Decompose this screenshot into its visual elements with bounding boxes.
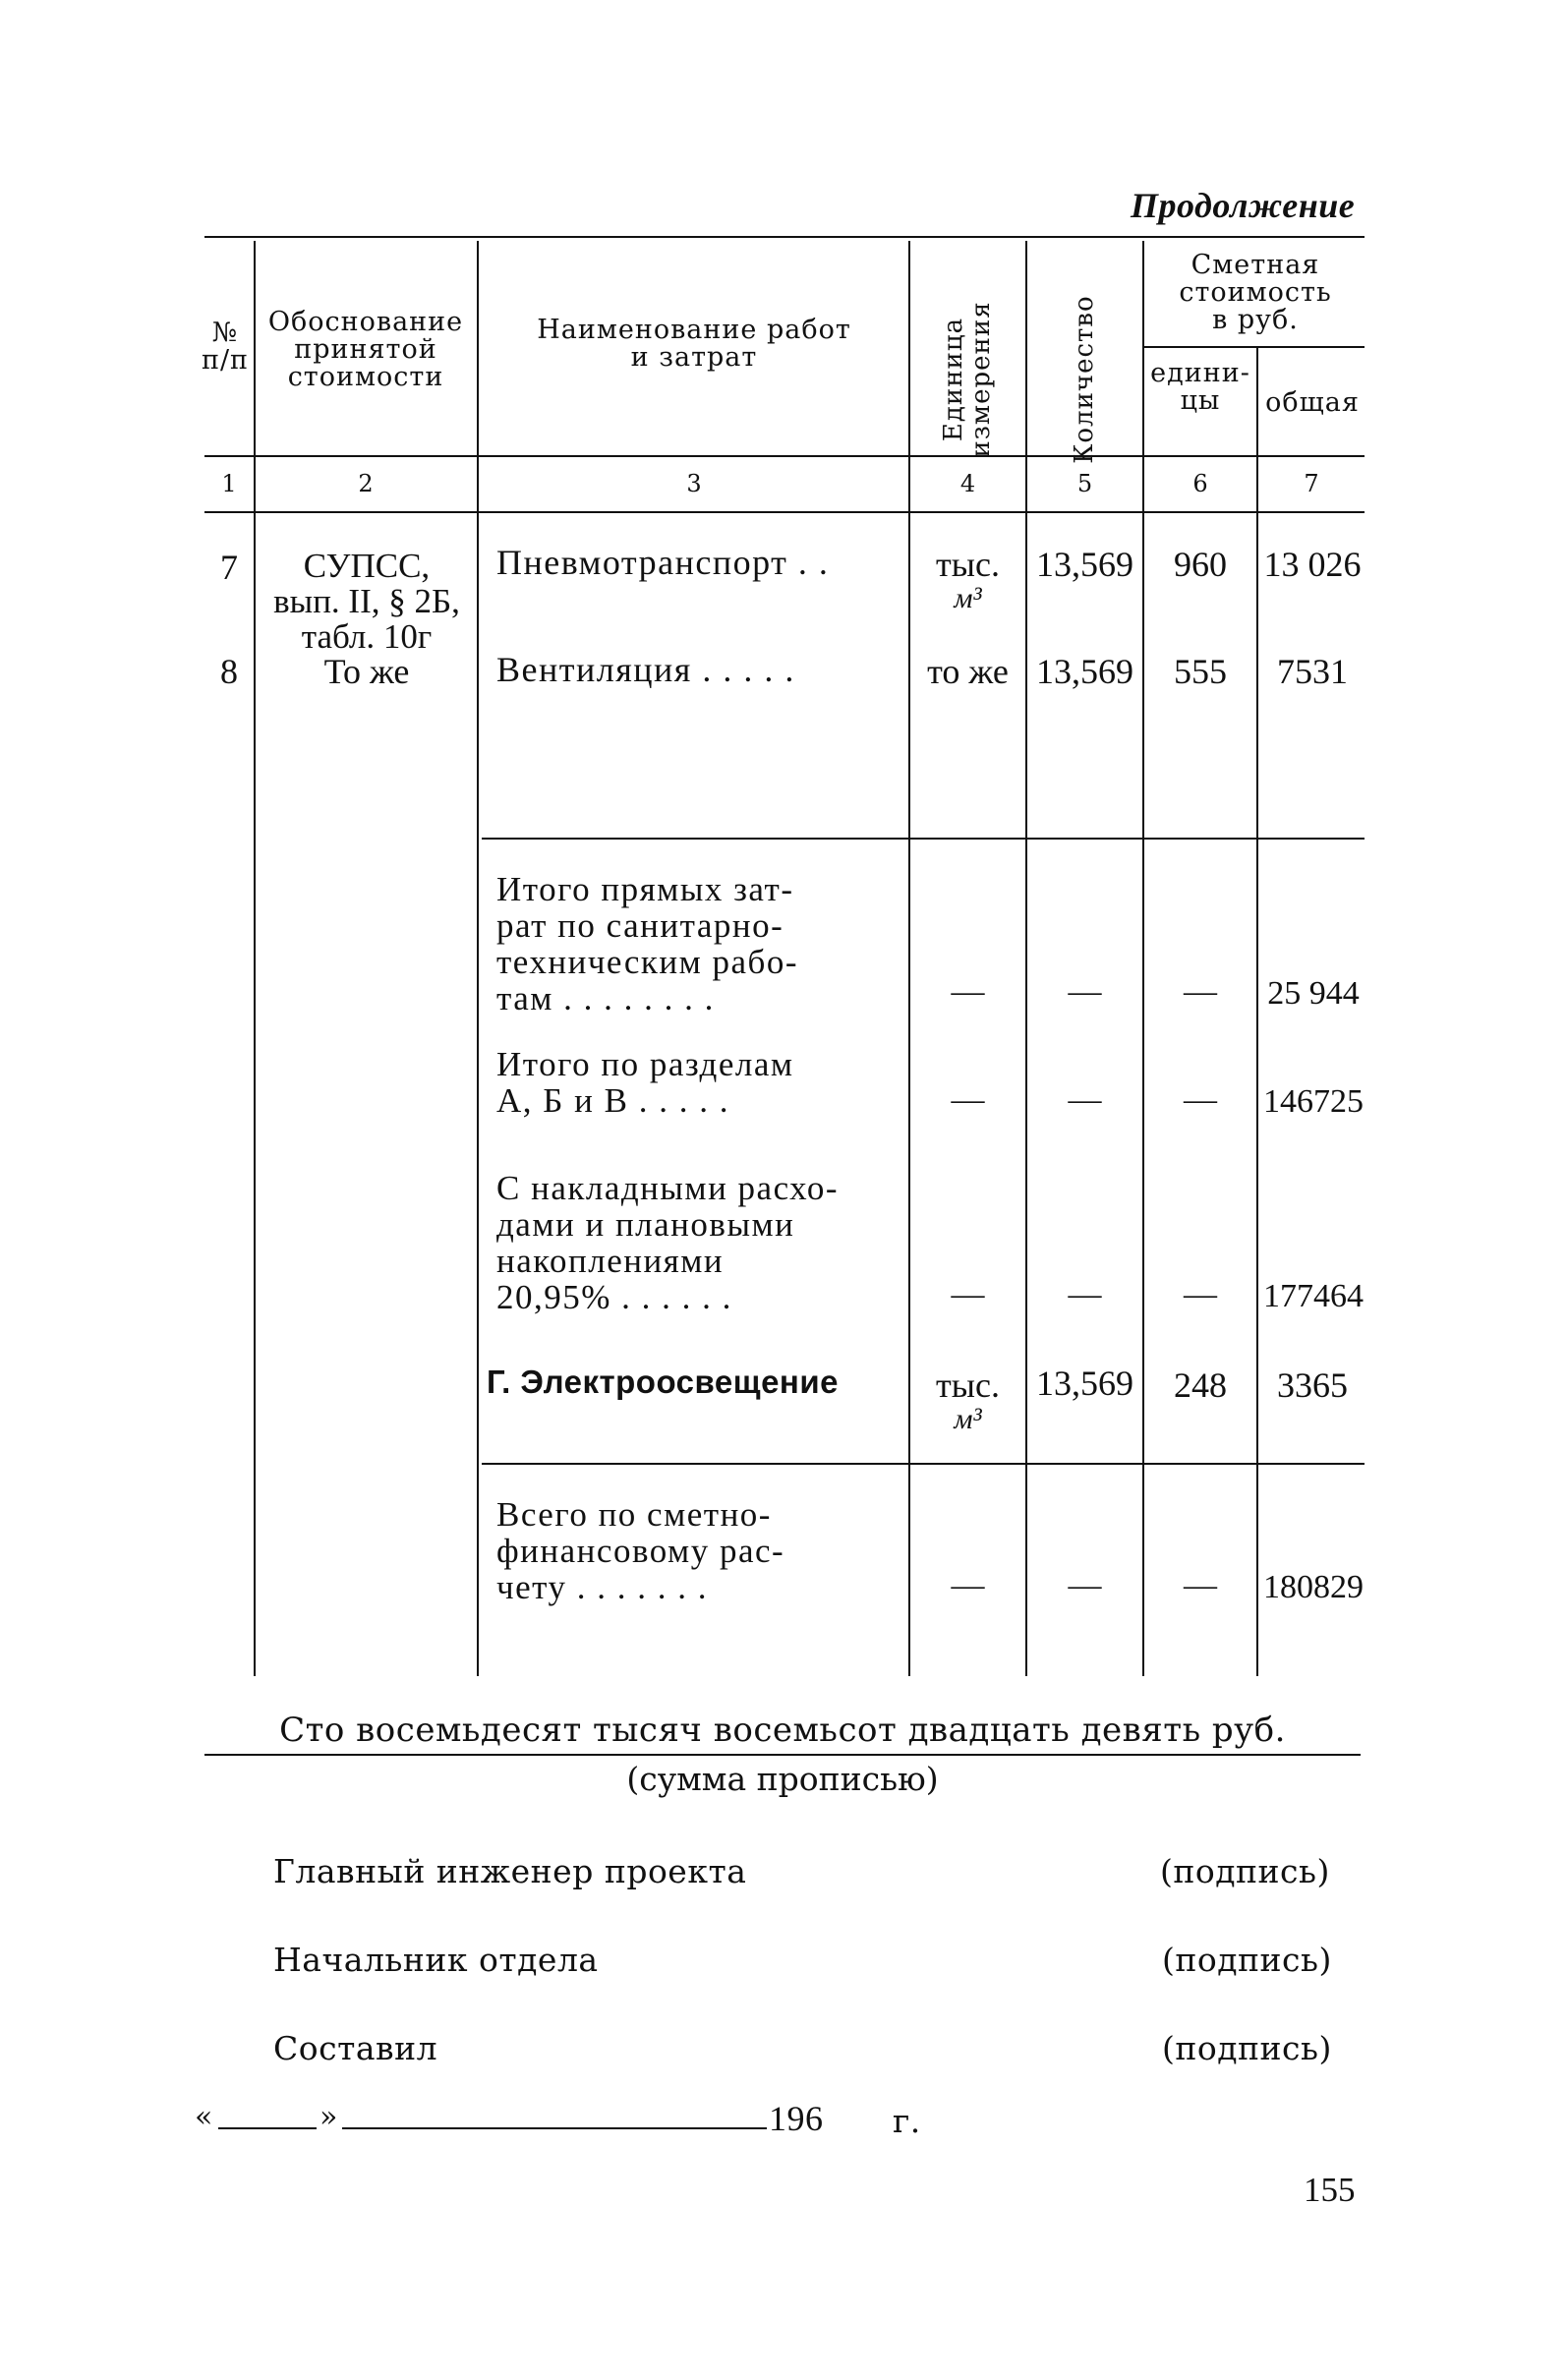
summary-unit: — [951,973,985,1010]
sum-underline [204,1754,1361,1756]
row-unit-cost: 960 [1174,545,1227,584]
summary-quantity: 13,569 [1036,1364,1133,1403]
row-basis: СУПСС, вып. II, § 2Б, табл. 10г [273,547,460,656]
summary-text: Г. Электроосвещение [487,1364,839,1400]
header-col-number: № п/п [201,318,250,376]
date-year-suffix: г. [893,2102,921,2140]
total-separator [482,1463,1365,1465]
header-col-basis: Обоснование принятой стоимости [267,307,464,392]
summary-unit-cost: — [1184,1567,1217,1603]
col-number-1: 1 [221,470,237,497]
summary-text: Итого прямых зат- рат по санитарно- техническим рабо- там . . . . . . . . [496,870,799,1017]
row-name: Вентиляция . . . . . [496,650,795,689]
page-number: 155 [1304,2171,1356,2209]
header-bottom-border [204,455,1365,457]
date-quote-open: « [195,2100,213,2134]
summary-total: 146725 [1263,1083,1364,1120]
col-divider-3 [908,241,910,1676]
summary-quantity: — [1068,1276,1102,1312]
col-numbers-border [204,511,1365,513]
col-number-7: 7 [1304,470,1319,497]
col-number-5: 5 [1076,470,1093,497]
summary-separator [482,838,1365,840]
continuation-label: Продолжение [1131,186,1356,225]
col-divider-5 [1142,241,1144,1676]
row-unit-sub: м³ [954,582,982,614]
signature-placeholder: (подпись) [1162,2029,1332,2067]
row-number: 7 [220,548,238,587]
signature-role-chief-engineer: Главный инженер проекта [273,1852,747,1890]
header-col-name: Наименование работ и затрат [537,315,851,373]
col-number-6: 6 [1192,470,1208,497]
row-name: Пневмотранспорт . . [496,543,830,582]
row-basis: То же [323,652,410,691]
col-divider-1 [254,241,256,1676]
summary-text: Итого по разделам А, Б и В . . . . . [496,1045,794,1120]
signature-role-department-head: Начальник отдела [273,1941,599,1979]
summary-unit-cost: 248 [1174,1365,1227,1405]
summary-text: Всего по сметно- финансовому рас- чету . . . . . . . [496,1495,785,1606]
row-total: 13 026 [1263,545,1362,584]
summary-total: 180829 [1263,1569,1364,1605]
summary-unit: — [951,1081,985,1118]
col-divider-2 [477,241,479,1676]
date-month-blank [342,2127,767,2129]
row-unit: то же [927,652,1009,691]
sum-caption: (сумма прописью) [626,1760,939,1798]
row-unit-cost: 555 [1174,652,1227,691]
summary-quantity: — [1068,973,1102,1010]
row-unit: тыс. [936,545,1000,584]
row-number: 8 [220,652,238,691]
row-quantity: 13,569 [1036,545,1133,584]
sum-in-words: Сто восемьдесят тысяч восемьсот двадцать девять руб. [279,1711,1286,1750]
summary-unit-cost: — [1184,973,1217,1010]
col-number-2: 2 [358,470,374,497]
summary-unit-cost: — [1184,1276,1217,1312]
summary-unit-sub: м³ [954,1403,982,1435]
summary-total: 177464 [1263,1278,1364,1314]
row-total: 7531 [1277,652,1348,691]
header-col-total: общая [1265,387,1360,418]
date-quote-close: » [319,2100,338,2134]
date-year: 196 [769,2099,824,2138]
header-col-cost: Сметная стоимость в руб. [1179,250,1332,335]
header-subline [1142,346,1365,348]
col-number-4: 4 [959,470,976,497]
header-col-quantity: Количество [1070,295,1099,464]
summary-text: С накладными расхо- дами и плановыми накоплениями 20,95% . . . . . . [496,1169,839,1316]
summary-unit: — [951,1567,985,1603]
summary-quantity: — [1068,1567,1102,1603]
summary-unit-cost: — [1184,1081,1217,1118]
row-quantity: 13,569 [1036,652,1133,691]
table-top-border [204,236,1365,238]
col-number-3: 3 [686,470,702,497]
summary-quantity: — [1068,1081,1102,1118]
summary-unit: тыс. [936,1365,1000,1405]
summary-total: 3365 [1277,1365,1348,1405]
signature-role-compiler: Составил [273,2029,438,2067]
header-col-unit: Единица измерения [939,301,996,458]
summary-unit: — [951,1276,985,1312]
summary-total: 25 944 [1267,975,1360,1012]
signature-placeholder: (подпись) [1162,1941,1332,1979]
signature-placeholder: (подпись) [1160,1852,1330,1890]
col-divider-4 [1025,241,1027,1676]
header-col-unit-cost: едини- цы [1150,358,1250,416]
date-day-blank [218,2127,317,2129]
